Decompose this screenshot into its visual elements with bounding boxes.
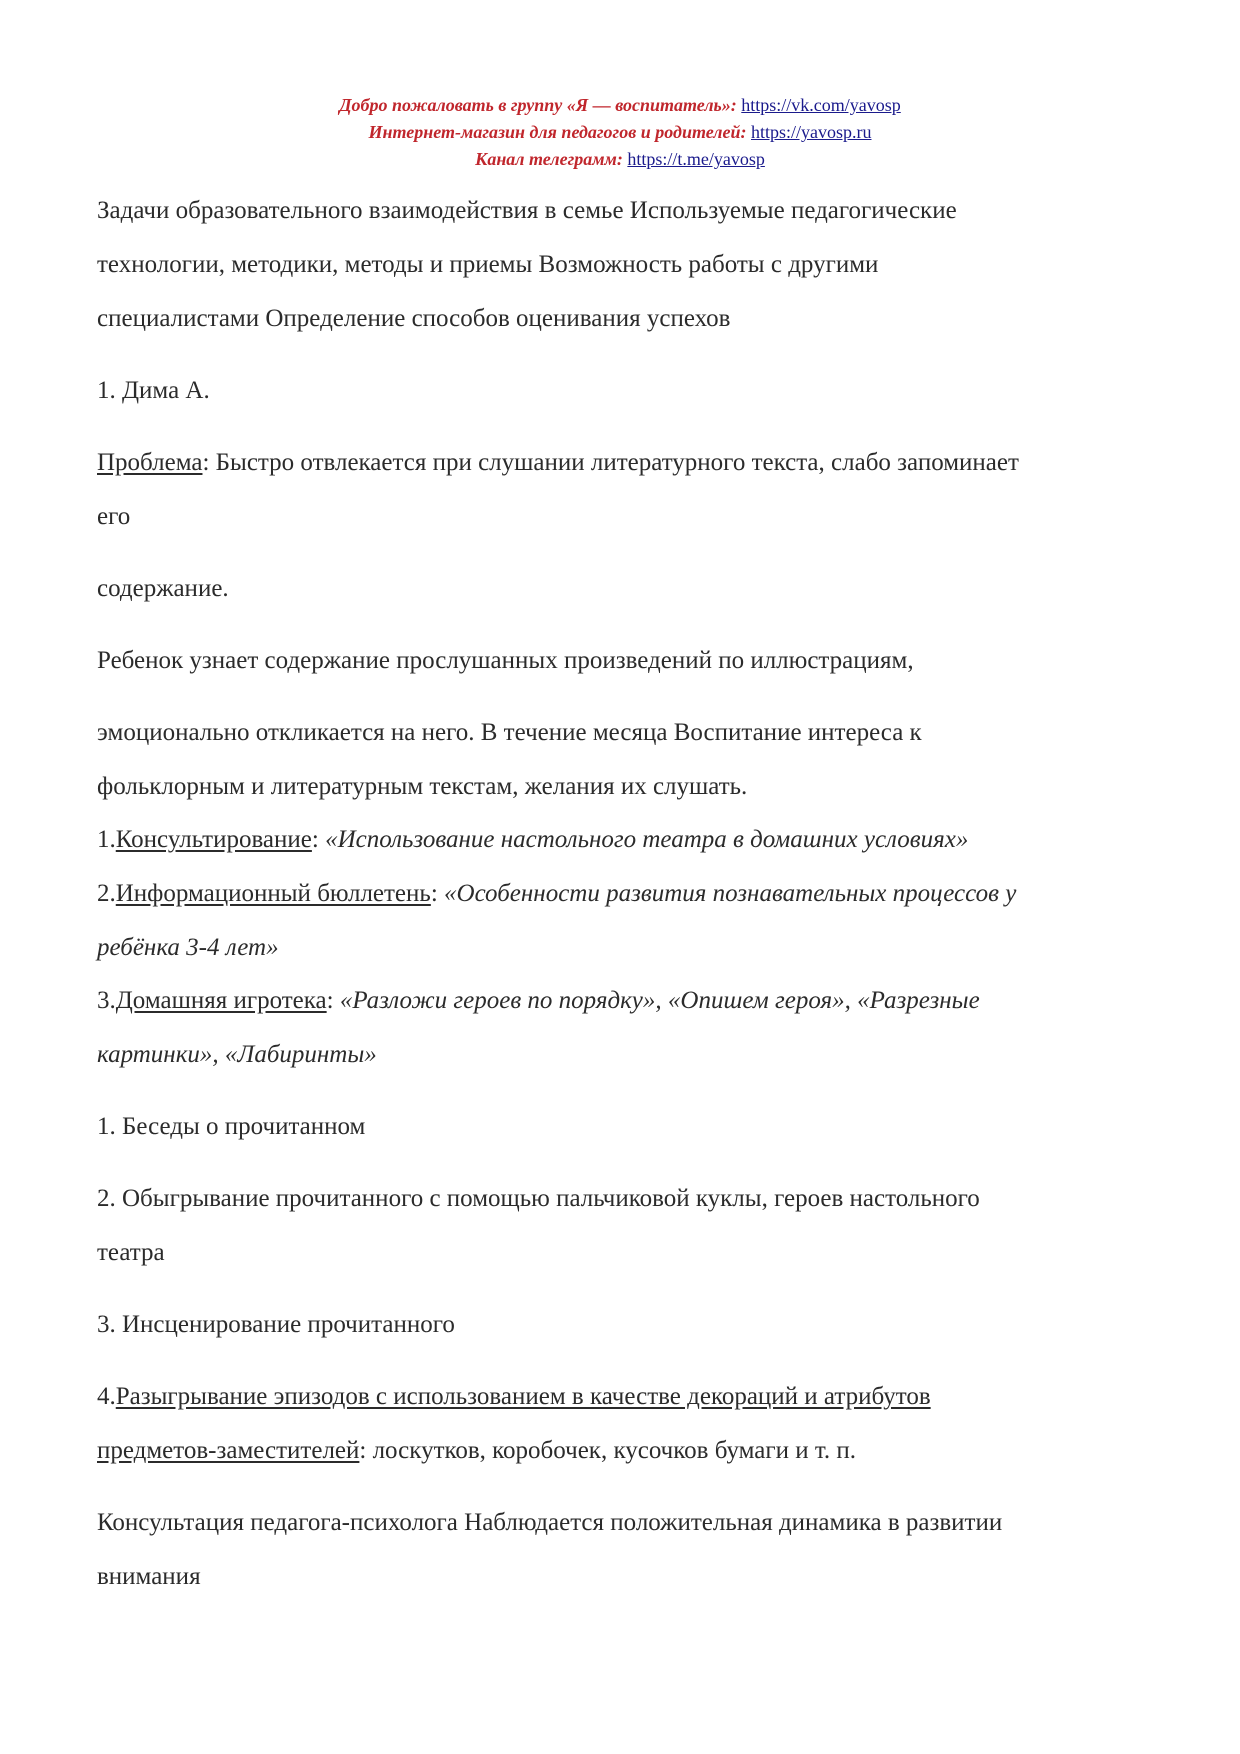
header-line-vk (0, 92, 1240, 119)
method-item (97, 1382, 931, 1412)
item-title: «Разложи героев по порядку», «Опишем героя», «Разрезные (339, 987, 980, 1014)
telegram-link[interactable]: https://t.me/yavosp (627, 149, 765, 169)
problem-line (97, 448, 1019, 478)
family-item-games (97, 986, 980, 1016)
item-label: Домашняя игротека (115, 987, 327, 1014)
intro-line: специалистами Определение способов оценивания успехов (97, 305, 731, 332)
item-number: 4. (97, 1383, 116, 1410)
telegram-label: Канал телеграмм: (475, 149, 623, 169)
shop-label: Интернет-магазин для педагогов и родителей: (368, 122, 747, 142)
family-item-consulting (97, 825, 968, 855)
problem-cont: его (97, 503, 131, 530)
consult-line: внимания (97, 1563, 201, 1590)
problem-cont: содержание. (97, 575, 229, 602)
method-item: 2. Обыгрывание прочитанного с помощью пальчиковой куклы, героев настольного (97, 1185, 980, 1212)
method-item-cont (97, 1436, 856, 1466)
problem-label: Проблема (97, 449, 203, 476)
intro-line: Задачи образовательного взаимодействия в семье Используемые педагогические (97, 197, 957, 224)
item-sep: : (326, 987, 340, 1014)
item-label: Консультирование (115, 826, 312, 853)
item-number: 3. (97, 987, 116, 1014)
method-underlined: предметов-заместителей (97, 1437, 360, 1464)
vk-group-label: Добро пожаловать в группу «Я — воспитатель»: (339, 95, 737, 115)
outcome-line: фольклорным и литературным текстам, желания их слушать. (97, 773, 748, 800)
consult-line: Консультация педагога-психолога Наблюдается положительная динамика в развитии (97, 1509, 1003, 1536)
method-item: 1. Беседы о прочитанном (97, 1113, 366, 1140)
family-item-bulletin (97, 879, 1016, 909)
method-rest: : лоскутков, коробочек, кусочков бумаги и т. п. (359, 1437, 857, 1464)
item-number: 2. (97, 880, 116, 907)
outcome-line: Ребенок узнает содержание прослушанных произведений по иллюстрациям, (97, 647, 914, 674)
outcome-line: эмоционально откликается на него. В течение месяца Воспитание интереса к (97, 719, 922, 746)
problem-text: : Быстро отвлекается при слушании литературного текста, слабо запоминает (202, 449, 1019, 476)
method-underlined: Разыгрывание эпизодов с использованием в качестве декораций и атрибутов (115, 1383, 931, 1410)
document-header (0, 92, 1240, 173)
child-name: 1. Дима А. (97, 377, 210, 404)
intro-line: технологии, методики, методы и приемы Возможность работы с другими (97, 251, 879, 278)
item-title: «Использование настольного театра в домашних условиях» (325, 826, 969, 853)
item-number: 1. (97, 826, 116, 853)
item-sep: : (430, 880, 445, 907)
item-label: Информационный бюллетень (115, 880, 431, 907)
method-item-cont: театра (97, 1239, 165, 1266)
header-line-shop (0, 119, 1240, 146)
item-title: «Особенности развития познавательных процессов у (444, 880, 1017, 907)
method-item: 3. Инсценирование прочитанного (97, 1311, 455, 1338)
header-line-telegram (0, 146, 1240, 173)
item-sep: : (311, 826, 326, 853)
shop-link[interactable]: https://yavosp.ru (751, 122, 872, 142)
family-item-bulletin-cont: ребёнка 3-4 лет» (97, 934, 279, 961)
vk-link[interactable]: https://vk.com/yavosp (741, 95, 901, 115)
family-item-games-cont: картинки», «Лабиринты» (97, 1041, 377, 1068)
